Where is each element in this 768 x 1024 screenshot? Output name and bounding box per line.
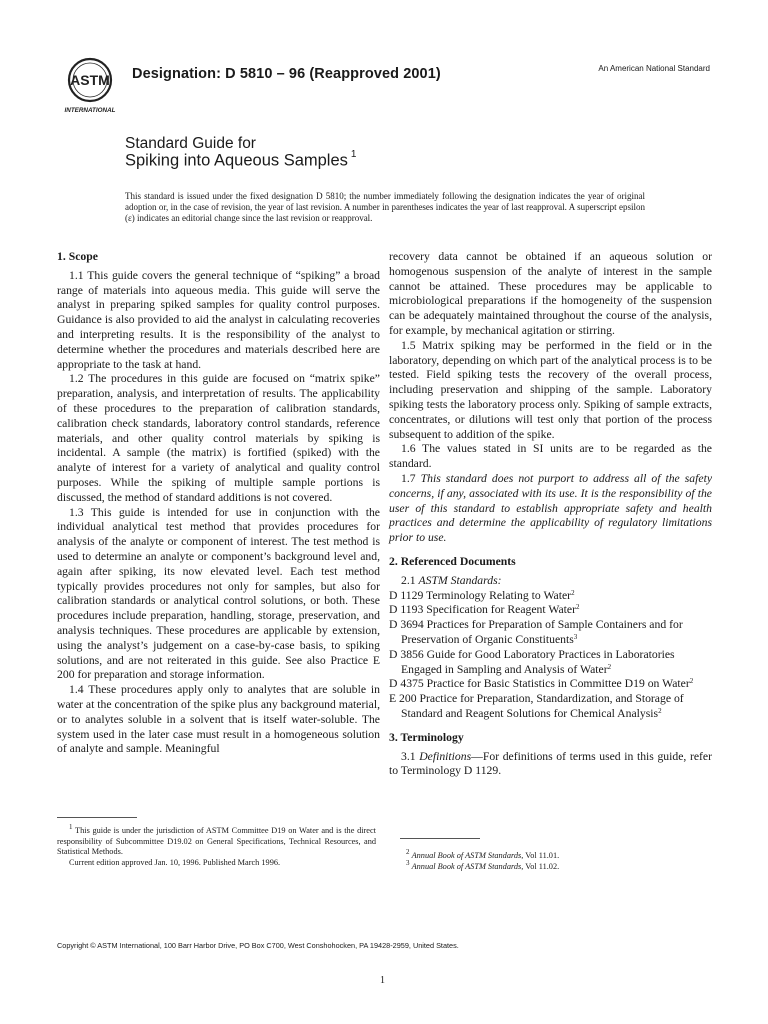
footnote-1-approval: Current edition approved Jan. 10, 1996. Published March 1996. — [69, 857, 281, 867]
footnotes-right — [400, 848, 700, 872]
reference-text: D 3694 Practices for Preparation of Sample Containers and for Preservation of Organic Constituents — [389, 618, 683, 646]
logo-text: ASTM — [70, 72, 110, 88]
reference-item — [389, 618, 712, 648]
paragraph-1-7 — [389, 472, 712, 546]
footnote-2 — [400, 848, 700, 862]
title-footnote-mark: 1 — [350, 149, 357, 160]
footnote-mark: 2 — [607, 662, 612, 671]
title-line-1: Standard Guide for — [125, 135, 256, 152]
referenced-documents-heading: 2. Referenced Documents — [389, 554, 516, 568]
ans-label: An American National Standard — [598, 64, 710, 73]
reference-text: E 200 Practice for Preparation, Standardization, and Storage of Standard and Reagent Solutions for Chemical Analysis — [389, 692, 684, 720]
astm-logo — [58, 52, 122, 116]
footnote-3-title: Annual Book of ASTM Standards — [411, 861, 522, 871]
footnote-mark: 2 — [575, 603, 580, 612]
subsection-label: ASTM Standards: — [418, 573, 502, 587]
footnote-mark: 3 — [406, 858, 410, 867]
footnote-divider-left — [57, 817, 137, 818]
footnote-2-volume: , Vol 11.01. — [521, 851, 560, 860]
reference-text: D 3856 Guide for Good Laboratory Practices in Laboratories Engaged in Sampling and Analysis of Water — [389, 647, 675, 676]
designation: Designation: D 5810 – 96 (Reapproved 2001) — [132, 66, 441, 82]
left-column — [57, 250, 380, 757]
paragraph-3-1-number: 3.1 — [401, 749, 416, 763]
paragraph-1-7-number: 1.7 — [401, 471, 416, 485]
reference-item — [389, 692, 712, 722]
footnote-3 — [400, 858, 700, 873]
footnote-mark: 2 — [689, 677, 694, 686]
title-line-2 — [125, 151, 356, 171]
reference-text: D 4375 Practice for Basic Statistics in Committee D19 on Water — [389, 677, 690, 691]
paragraph-3-1-text: —For definitions of terms used in this guide, refer to Terminology D 1129. — [389, 749, 712, 778]
footnote-mark: 1 — [69, 823, 73, 831]
subsection-number: 2.1 — [401, 573, 416, 587]
footnote-mark: 2 — [571, 588, 575, 597]
reference-text: D 1129 Terminology Relating to Water — [389, 588, 572, 602]
paragraph-1-2: 1.2 The procedures in this guide are focused on “matrix spike” preparation, analysis, and interpretation of results. The applicability of these procedures to the preparation of calibration standards, calibration check standards, laboratory control standards, reference materials, and other quality control materials by spiking is incidental. A sample (the matrix) is fortified (spiked) with the analyte of interest for a variety of analytical and quality control purposes. While the spiking of multiple sample portions is discussed, the method of standard additions is not covered. — [57, 372, 380, 504]
copyright-notice: Copyright © ASTM International, 100 Barr Harbor Drive, PO Box C700, West Conshohocken, PA 19428-2959, United States. — [57, 941, 459, 950]
paragraph-1-6: 1.6 The values stated in SI units are to be regarded as the standard. — [389, 442, 712, 471]
paragraph-1-3: 1.3 This guide is intended for use in conjunction with the individual analytical test method that provides procedures for analysis of the analyte or component of interest. The test method is used to determine an analyte or component’s background level and, again after spiking, its now elevated level. Each test method typically provides procedures not only for samples, but also for calibration standards or analytical control solutions, or both. These procedures include preparation, handling, storage, preservation, and analysis techniques. These procedures are applicable by extension, using the analyst’s judgement on a case-by-case basis, to spiking solutions, and are not reiterated in this guide. See also Practice E 200 for preparation and storage information. — [57, 505, 380, 682]
reference-text: D 1193 Specification for Reagent Water — [389, 603, 576, 617]
footnotes-left — [57, 823, 376, 868]
right-column — [389, 250, 712, 779]
reference-item — [389, 589, 712, 604]
footnote-divider-right — [400, 838, 480, 839]
reference-list — [389, 589, 712, 722]
paragraph-3-1 — [389, 750, 712, 780]
footnote-3-volume: , Vol 11.02. — [521, 861, 560, 871]
designation-notice: This standard is issued under the fixed designation D 5810; the number immediately following the designation indicates the year of original adoption or, in the case of revision, the year of last revision. A number in parentheses indicates the year of last reapproval. A superscript epsilon (ε) indicates an editorial change since the last revision or reapproval. — [125, 191, 645, 224]
footnote-1 — [57, 823, 376, 858]
page-number: 1 — [380, 975, 385, 986]
footnote-mark: 2 — [406, 848, 410, 856]
reference-item — [389, 603, 712, 618]
paragraph-1-4-start: 1.4 These procedures apply only to analytes that are soluble in water at the concentration of the spike plus any background material, or to analytes soluble in a solvent that is itself water-soluble. The system used in the later case must result in a homogeneous solution of analyte and sample. Meaningful — [57, 683, 380, 756]
astm-standards-subheading — [389, 574, 712, 589]
footnote-2-title: Annual Book of ASTM Standards — [411, 851, 522, 860]
paragraph-1-5: 1.5 Matrix spiking may be performed in the field or in the laboratory, depending on which part of the analytical process is to be tested. Field spiking tests the recovery of the overall process, including preservation and shipping of the sample. Laboratory spiking tests the laboratory process only. Spiking of sample extracts, concentrates, or dilutions will test only that portion of the process subsequent to addition of the spike. — [389, 338, 712, 441]
paragraph-1-1: 1.1 This guide covers the general technique of “spiking” a broad range of materials into aqueous media. This guide will serve the analyst in preparing spiked samples for quality control purposes. Guidance is also provided to aid the analyst in calculating recoveries and interpreting results. It is the responsibility of the analyst to determine whether the procedures and materials described here are appropriate to the task at hand. — [57, 268, 380, 371]
logo-subtext: INTERNATIONAL — [64, 107, 116, 114]
definitions-term: Definitions — [419, 749, 472, 763]
scope-heading: 1. Scope — [57, 250, 98, 263]
footnote-mark: 2 — [658, 706, 662, 715]
reference-item — [389, 677, 712, 692]
reference-item — [389, 648, 712, 678]
footnote-1-text: This guide is under the jurisdiction of ASTM Committee D19 on Water and is the direct responsibility of Subcommittee D19.02 on General Specifications, Technical Resources, and Statistical Methods. — [57, 826, 376, 857]
footnote-mark: 3 — [573, 632, 578, 641]
paragraph-1-7-text: This standard does not purport to address all of the safety concerns, if any, associated with its use. It is the responsibility of the user of this standard to establish appropriate safety and health practices and determine the applicability of regulatory limitations prior to use. — [389, 471, 713, 545]
terminology-heading: 3. Terminology — [389, 730, 464, 744]
title-text: Spiking into Aqueous Samples — [125, 151, 348, 170]
paragraph-1-4-cont: recovery data cannot be obtained if an aqueous solution or homogenous suspension of the analyte of interest in the sample cannot be attained. These procedures may be applicable to microbiological preparations if the homogeneity of the suspension can be adequately maintained throughout the course of the analysis, for example, by mechanical agitation or stirring. — [389, 250, 712, 337]
